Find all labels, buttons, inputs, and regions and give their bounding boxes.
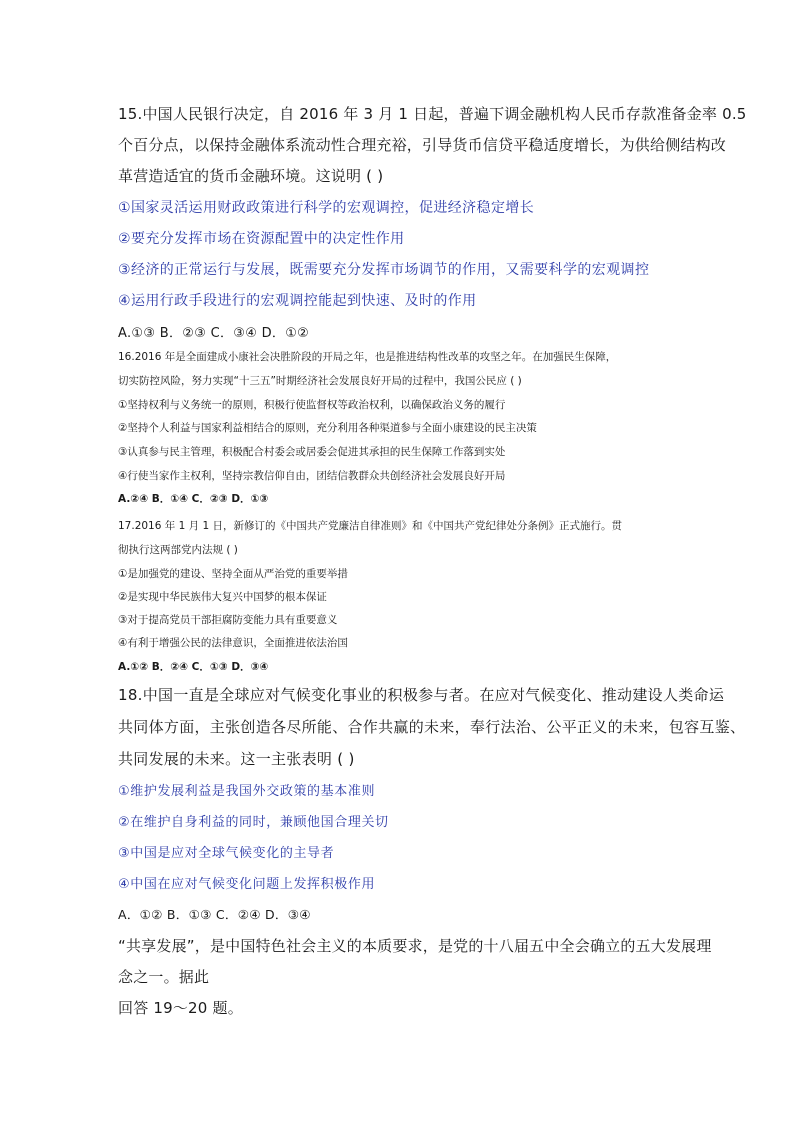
question-18-stem-line: 共同体方面，主张创造各尽所能、合作共赢的未来，奉行法治、公平正义的未来，包容互鉴、: [118, 718, 746, 736]
question-15-stem-line: 革营造适宜的货币金融环境。这说明 ( ): [118, 167, 384, 185]
question-16-option-4: ④行使当家作主权利，坚持宗教信仰自由，团结信教群众共创经济社会发展良好开局: [118, 470, 506, 482]
question-16-option-1: ①坚持权利与义务统一的原则，积极行使监督权等政治权利，以确保政治义务的履行: [118, 399, 506, 411]
question-15-stem-line: 个百分点，以保持金融体系流动性合理充裕，引导货币信贷平稳适度增长，为供给侧结构改: [118, 136, 727, 154]
question-17-option-2: ②是实现中华民族伟大复兴中国梦的根本保证: [118, 591, 327, 603]
question-18-option-4: ④中国在应对气候变化问题上发挥积极作用: [118, 877, 376, 892]
passage-line: 回答 19～20 题。: [118, 999, 243, 1017]
question-15-option-3: ③经济的正常运行与发展，既需要充分发挥市场调节的作用，又需要科学的宏观调控: [118, 262, 650, 278]
question-18-answer-choices: A．①② B．①③ C．②④ D．③④: [118, 907, 311, 922]
question-17-stem-line: 彻执行这两部党内法规 ( ): [118, 544, 238, 556]
question-15-stem-line: 15.中国人民银行决定，自 2016 年 3 月 1 日起，普遍下调金融机构人民币存款准备金率 0.5: [118, 105, 747, 123]
question-18-option-1: ①维护发展利益是我国外交政策的基本准则: [118, 784, 376, 799]
passage-line: 念之一。据此: [118, 968, 210, 986]
question-16-stem-line: 切实防控风险，努力实现“十三五”时期经济社会发展良好开局的过程中，我国公民应 ( ): [118, 375, 522, 387]
question-16-answer-choices: A.②④ B．①④ C．②③ D．①③: [118, 493, 269, 505]
question-18-option-3: ③中国是应对全球气候变化的主导者: [118, 846, 335, 861]
question-18-stem-line: 18.中国一直是全球应对气候变化事业的积极参与者。在应对气候变化、推动建设人类命运: [118, 686, 725, 704]
question-15-option-1: ①国家灵活运用财政政策进行科学的宏观调控，促进经济稳定增长: [118, 200, 535, 216]
question-16-option-2: ②坚持个人利益与国家利益相结合的原则，充分利用各种渠道参与全面小康建设的民主决策: [118, 422, 537, 434]
question-16-stem-line: 16.2016 年是全面建成小康社会决胜阶段的开局之年，也是推进结构性改革的攻坚之年。在加强民生保障，: [118, 351, 617, 363]
question-18-option-2: ②在维护自身利益的同时，兼顾他国合理关切: [118, 815, 389, 830]
question-17-answer-choices: A.①② B．②④ C．①③ D．③④: [118, 661, 269, 673]
question-15-option-4: ④运用行政手段进行的宏观调控能起到快速、及时的作用: [118, 293, 477, 309]
question-18-stem-line: 共同发展的未来。这一主张表明 ( ): [118, 750, 355, 768]
question-16-option-3: ③认真参与民主管理，积极配合村委会或居委会促进其承担的民生保障工作落到实处: [118, 446, 506, 458]
question-17-option-4: ④有利于增强公民的法律意识，全面推进依法治国: [118, 637, 348, 649]
question-17-stem-line: 17.2016 年 1 月 1 日，新修订的《中国共产党廉洁自律准则》和《中国共产党纪律处分条例》正式施行。贯: [118, 520, 622, 532]
question-17-option-3: ③对于提高党员干部拒腐防变能力具有重要意义: [118, 614, 338, 626]
question-17-option-1: ①是加强党的建设、坚持全面从严治党的重要举措: [118, 568, 348, 580]
question-15-answer-choices: A.①③ B．②③ C．③④ D．①②: [118, 326, 310, 341]
question-15-option-2: ②要充分发挥市场在资源配置中的决定性作用: [118, 231, 405, 247]
passage-line: “共享发展”，是中国特色社会主义的本质要求，是党的十八届五中全会确立的五大发展理: [118, 937, 712, 955]
